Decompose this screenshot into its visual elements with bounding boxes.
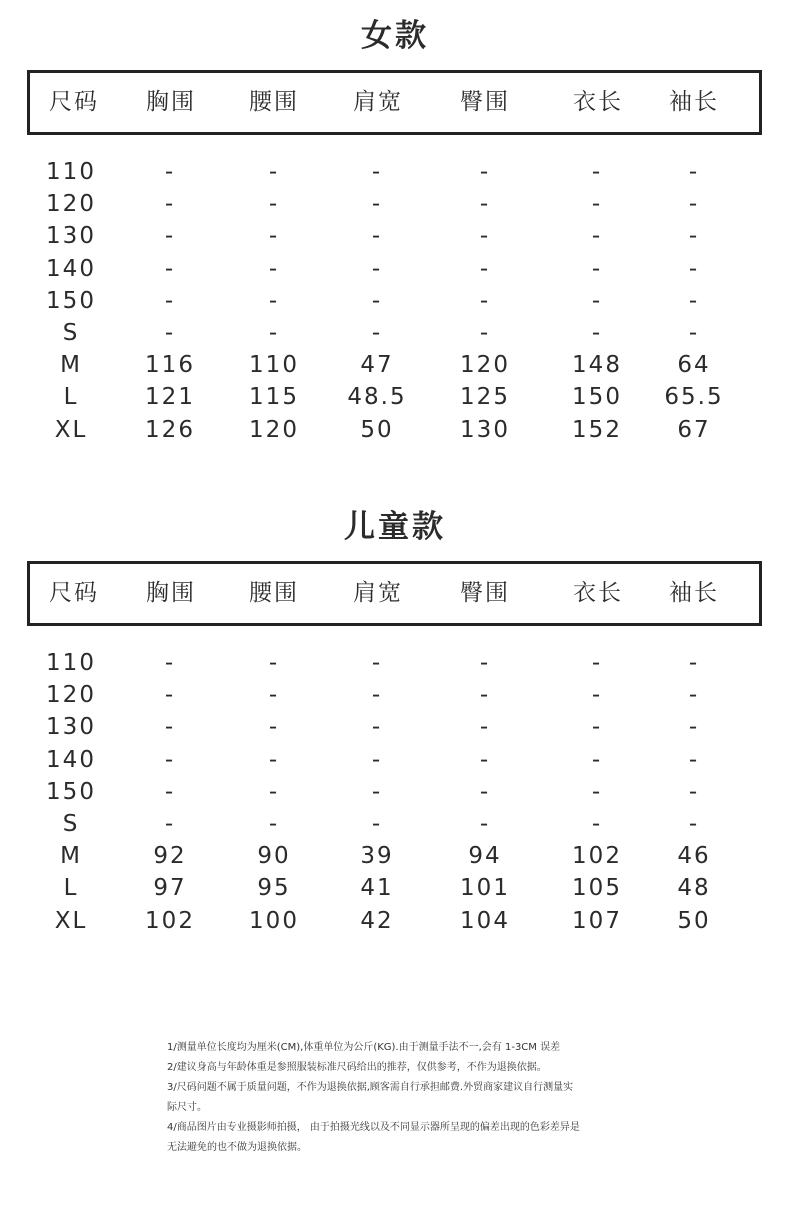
- hip-cell: 94: [468, 843, 502, 870]
- hip-cell: -: [479, 159, 491, 185]
- chest-cell: 116: [145, 352, 195, 379]
- waist-cell: 90: [257, 843, 291, 870]
- length-cell: -: [591, 746, 603, 773]
- hip-cell: 101: [460, 875, 510, 902]
- hip-cell: -: [479, 714, 491, 741]
- size-cell: L: [63, 875, 79, 902]
- size-cell: XL: [54, 907, 88, 934]
- waist-cell: -: [268, 191, 280, 218]
- kids-table-header: [27, 561, 762, 626]
- sleeve-cell: 48: [677, 875, 711, 902]
- table-row: [0, 744, 790, 776]
- size-cell: M: [60, 352, 82, 379]
- sleeve-cell: -: [688, 223, 700, 250]
- size-cell: S: [62, 811, 80, 837]
- table-row: [0, 156, 790, 188]
- chest-cell: -: [164, 778, 176, 805]
- size-cell: 120: [46, 191, 96, 218]
- hip-cell: 120: [460, 352, 510, 379]
- size-cell: M: [60, 843, 82, 870]
- chest-cell: -: [164, 714, 176, 741]
- shoulder-cell: -: [371, 746, 383, 773]
- table-row: [0, 381, 790, 413]
- size-cell: 150: [46, 287, 96, 314]
- table-row: [0, 711, 790, 743]
- hip-cell: -: [479, 287, 491, 314]
- col-length-header: 衣长: [573, 89, 623, 115]
- shoulder-cell: -: [371, 650, 383, 676]
- col-size-header: 尺码: [49, 89, 99, 115]
- table-row: [0, 905, 790, 937]
- chest-cell: -: [164, 811, 176, 837]
- col-shoulder-header: 肩宽: [353, 89, 403, 115]
- size-cell: 110: [46, 159, 96, 185]
- length-cell: -: [591, 811, 603, 837]
- sleeve-cell: -: [688, 650, 700, 676]
- sleeve-cell: -: [688, 191, 700, 218]
- shoulder-cell: -: [371, 714, 383, 741]
- size-cell: L: [63, 384, 79, 411]
- table-row: [0, 776, 790, 808]
- table-row: [0, 220, 790, 252]
- col-length-header: 衣长: [573, 580, 623, 606]
- length-cell: 148: [572, 352, 622, 379]
- chest-cell: -: [164, 746, 176, 773]
- table-row: [0, 808, 790, 840]
- note-line: 4/商品图片由专业摄影师拍摄， 由于拍摄光线以及不同显示器所呈现的偏差出现的色彩差异是: [167, 1122, 580, 1133]
- shoulder-cell: -: [371, 223, 383, 250]
- table-row: [0, 349, 790, 381]
- table-row: [0, 872, 790, 904]
- kids-section-title: 儿童款: [344, 509, 446, 545]
- length-cell: 102: [572, 843, 622, 870]
- length-cell: 152: [572, 416, 622, 443]
- table-row: [0, 679, 790, 711]
- chest-cell: -: [164, 650, 176, 676]
- sleeve-cell: -: [688, 287, 700, 314]
- waist-cell: -: [268, 650, 280, 676]
- sleeve-cell: 46: [677, 843, 711, 870]
- col-hip-header: 臀围: [460, 89, 510, 115]
- table-row: [0, 317, 790, 349]
- length-cell: -: [591, 650, 603, 676]
- shoulder-cell: -: [371, 159, 383, 185]
- shoulder-cell: -: [371, 287, 383, 314]
- hip-cell: 130: [460, 416, 510, 443]
- hip-cell: -: [479, 223, 491, 250]
- note-line: 1/测量单位长度均为厘米(CM),体重单位为公斤(KG).由于测量手法不一,会有 1-3CM 误差: [167, 1042, 561, 1053]
- waist-cell: -: [268, 223, 280, 250]
- waist-cell: -: [268, 746, 280, 773]
- hip-cell: -: [479, 650, 491, 676]
- note-line: 际尺寸。: [167, 1102, 207, 1113]
- size-cell: 150: [46, 778, 96, 805]
- col-shoulder-header: 肩宽: [353, 580, 403, 606]
- table-row: [0, 285, 790, 317]
- col-size-header: 尺码: [49, 580, 99, 606]
- col-hip-header: 臀围: [460, 580, 510, 606]
- waist-cell: -: [268, 811, 280, 837]
- note-line: 3/尺码问题不属于质量问题，不作为退换依据,顾客需自行承担邮费.外贸商家建议自行测量实: [167, 1082, 574, 1093]
- chest-cell: -: [164, 320, 176, 346]
- size-cell: 110: [46, 650, 96, 676]
- size-cell: 140: [46, 255, 96, 282]
- chest-cell: -: [164, 159, 176, 185]
- table-row: [0, 188, 790, 220]
- women-table-header: [27, 70, 762, 135]
- sleeve-cell: 67: [677, 416, 711, 443]
- waist-cell: 115: [249, 384, 299, 411]
- sleeve-cell: -: [688, 714, 700, 741]
- col-sleeve-header: 袖长: [669, 580, 719, 606]
- sleeve-cell: -: [688, 159, 700, 185]
- size-cell: 130: [46, 714, 96, 741]
- chest-cell: 97: [153, 875, 187, 902]
- waist-cell: -: [268, 320, 280, 346]
- col-waist-header: 腰围: [249, 580, 299, 606]
- waist-cell: -: [268, 682, 280, 709]
- length-cell: -: [591, 682, 603, 709]
- size-cell: S: [62, 320, 80, 346]
- table-row: [0, 414, 790, 446]
- chest-cell: -: [164, 287, 176, 314]
- chest-cell: -: [164, 682, 176, 709]
- sleeve-cell: 50: [677, 907, 711, 934]
- waist-cell: -: [268, 287, 280, 314]
- shoulder-cell: 48.5: [347, 384, 407, 411]
- chest-cell: -: [164, 223, 176, 250]
- length-cell: -: [591, 255, 603, 282]
- chest-cell: 92: [153, 843, 187, 870]
- sleeve-cell: 64: [677, 352, 711, 379]
- hip-cell: -: [479, 191, 491, 218]
- women-section-title: 女款: [361, 18, 429, 54]
- waist-cell: 95: [257, 875, 291, 902]
- sleeve-cell: 65.5: [664, 384, 724, 411]
- waist-cell: 110: [249, 352, 299, 379]
- col-waist-header: 腰围: [249, 89, 299, 115]
- length-cell: 150: [572, 384, 622, 411]
- length-cell: 105: [572, 875, 622, 902]
- hip-cell: 125: [460, 384, 510, 411]
- length-cell: -: [591, 287, 603, 314]
- sleeve-cell: -: [688, 255, 700, 282]
- hip-cell: 104: [460, 907, 510, 934]
- hip-cell: -: [479, 320, 491, 346]
- table-row: [0, 647, 790, 679]
- length-cell: -: [591, 778, 603, 805]
- table-row: [0, 253, 790, 285]
- waist-cell: -: [268, 714, 280, 741]
- shoulder-cell: 47: [360, 352, 394, 379]
- shoulder-cell: -: [371, 255, 383, 282]
- sleeve-cell: -: [688, 746, 700, 773]
- shoulder-cell: 50: [360, 416, 394, 443]
- chest-cell: 126: [145, 416, 195, 443]
- waist-cell: 120: [249, 416, 299, 443]
- hip-cell: -: [479, 682, 491, 709]
- waist-cell: -: [268, 255, 280, 282]
- note-line: 无法避免的也不做为退换依据。: [167, 1142, 307, 1153]
- chest-cell: 121: [145, 384, 195, 411]
- shoulder-cell: -: [371, 778, 383, 805]
- table-row: [0, 840, 790, 872]
- waist-cell: 100: [249, 907, 299, 934]
- size-cell: 130: [46, 223, 96, 250]
- size-cell: 120: [46, 682, 96, 709]
- shoulder-cell: 41: [360, 875, 394, 902]
- waist-cell: -: [268, 159, 280, 185]
- col-chest-header: 胸围: [146, 580, 196, 606]
- shoulder-cell: -: [371, 811, 383, 837]
- length-cell: 107: [572, 907, 622, 934]
- length-cell: -: [591, 320, 603, 346]
- sleeve-cell: -: [688, 811, 700, 837]
- sleeve-cell: -: [688, 778, 700, 805]
- length-cell: -: [591, 159, 603, 185]
- chest-cell: -: [164, 191, 176, 218]
- sleeve-cell: -: [688, 682, 700, 709]
- shoulder-cell: -: [371, 191, 383, 218]
- length-cell: -: [591, 223, 603, 250]
- shoulder-cell: -: [371, 320, 383, 346]
- col-chest-header: 胸围: [146, 89, 196, 115]
- waist-cell: -: [268, 778, 280, 805]
- sleeve-cell: -: [688, 320, 700, 346]
- size-notes: [167, 1038, 637, 1158]
- hip-cell: -: [479, 746, 491, 773]
- col-sleeve-header: 袖长: [669, 89, 719, 115]
- hip-cell: -: [479, 811, 491, 837]
- size-cell: 140: [46, 746, 96, 773]
- hip-cell: -: [479, 778, 491, 805]
- length-cell: -: [591, 191, 603, 218]
- shoulder-cell: 39: [360, 843, 394, 870]
- size-cell: XL: [54, 416, 88, 443]
- chest-cell: 102: [145, 907, 195, 934]
- shoulder-cell: -: [371, 682, 383, 709]
- hip-cell: -: [479, 255, 491, 282]
- chest-cell: -: [164, 255, 176, 282]
- length-cell: -: [591, 714, 603, 741]
- note-line: 2/建议身高与年龄体重是参照服装标准尺码给出的推荐，仅供参考，不作为退换依据。: [167, 1062, 547, 1073]
- shoulder-cell: 42: [360, 907, 394, 934]
